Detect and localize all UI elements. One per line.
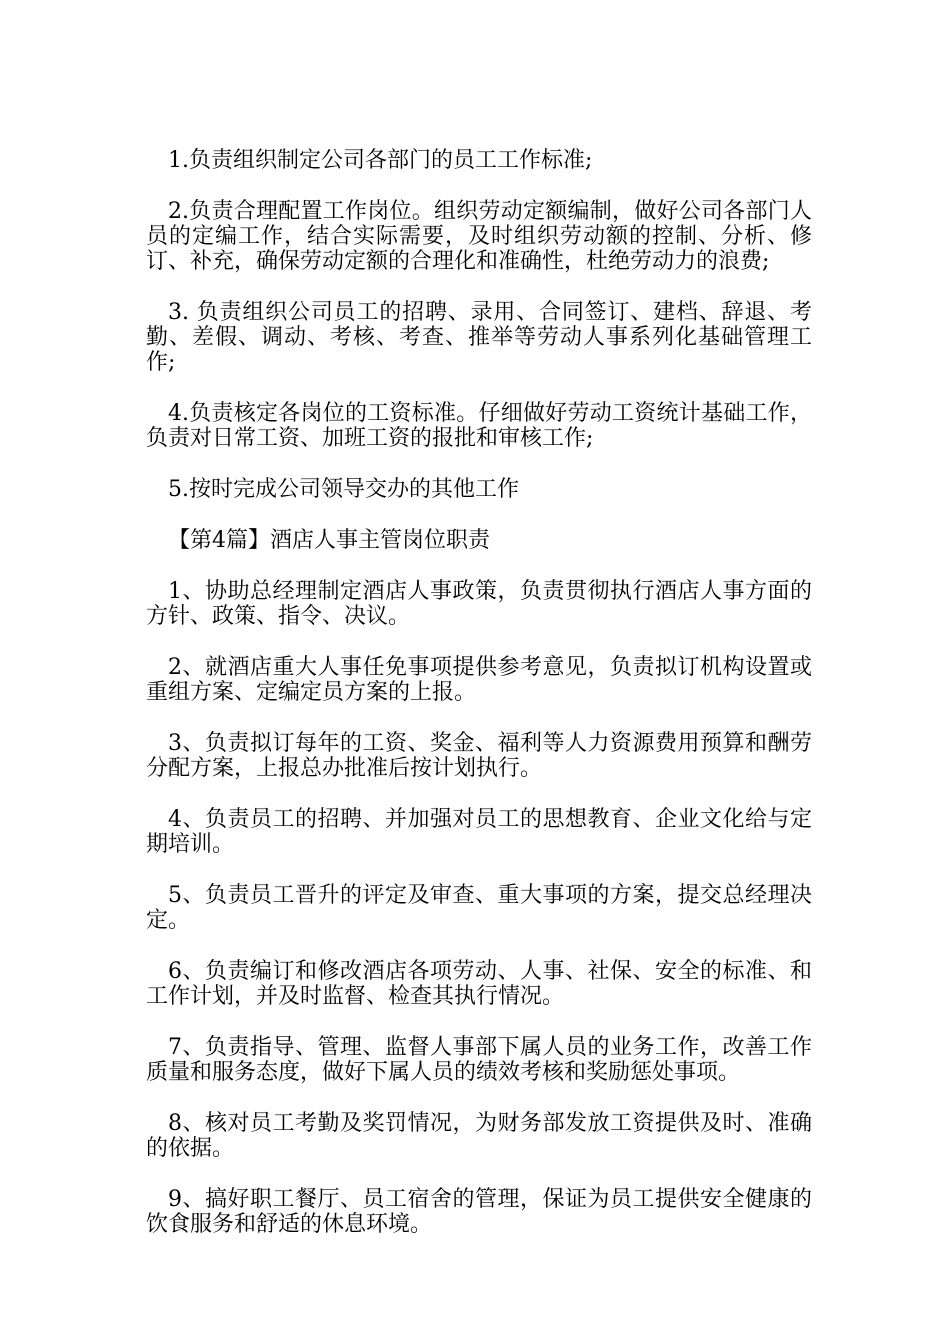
paragraph-duty-4: 4.负责核定各岗位的工资标准。仔细做好劳动工资统计基础工作，负责对日常工资、加班工资的报批和审核工作; xyxy=(146,401,812,451)
paragraph-duty-1: 1.负责组织制定公司各部门的员工工作标准; xyxy=(168,148,593,173)
paragraph-item-2: 2、就酒店重大人事任免事项提供参考意见，负责拟订机构设置或重组方案、定编定员方案的上报。 xyxy=(146,655,812,705)
paragraph-item-1: 1、协助总经理制定酒店人事政策，负责贯彻执行酒店人事方面的方针、政策、指令、决议。 xyxy=(146,579,812,629)
paragraph-item-9: 9、搞好职工餐厅、员工宿舍的管理，保证为员工提供安全健康的饮食服务和舒适的休息环境。 xyxy=(146,1187,812,1237)
paragraph-item-6: 6、负责编订和修改酒店各项劳动、人事、社保、安全的标准、和工作计划，并及时监督、检查其执行情况。 xyxy=(146,959,812,1009)
paragraph-item-7: 7、负责指导、管理、监督人事部下属人员的业务工作，改善工作质量和服务态度，做好下属人员的绩效考核和奖励惩处事项。 xyxy=(146,1035,812,1085)
paragraph-item-4: 4、负责员工的招聘、并加强对员工的思想教育、企业文化给与定期培训。 xyxy=(146,807,812,857)
paragraph-duty-2: 2.负责合理配置工作岗位。组织劳动定额编制，做好公司各部门人员的定编工作，结合实际需要，及时组织劳动额的控制、分析、修订、补充，确保劳动定额的合理化和准确性，杜绝劳动力的浪费; xyxy=(146,199,812,274)
paragraph-duty-3: 3. 负责组织公司员工的招聘、录用、合同签订、建档、辞退、考勤、差假、调动、考核、考查、推举等劳动人事系列化基础管理工作; xyxy=(146,300,812,375)
paragraph-duty-5: 5.按时完成公司领导交办的其他工作 xyxy=(168,477,519,502)
section-heading: 【第4篇】酒店人事主管岗位职责 xyxy=(168,528,490,553)
paragraph-item-8: 8、核对员工考勤及奖罚情况，为财务部发放工资提供及时、准确的依据。 xyxy=(146,1111,812,1161)
document-body xyxy=(146,148,812,1263)
paragraph-item-5: 5、负责员工晋升的评定及审查、重大事项的方案，提交总经理决定。 xyxy=(146,883,812,933)
paragraph-item-3: 3、负责拟订每年的工资、奖金、福利等人力资源费用预算和酬劳分配方案，上报总办批准后按计划执行。 xyxy=(146,731,812,781)
